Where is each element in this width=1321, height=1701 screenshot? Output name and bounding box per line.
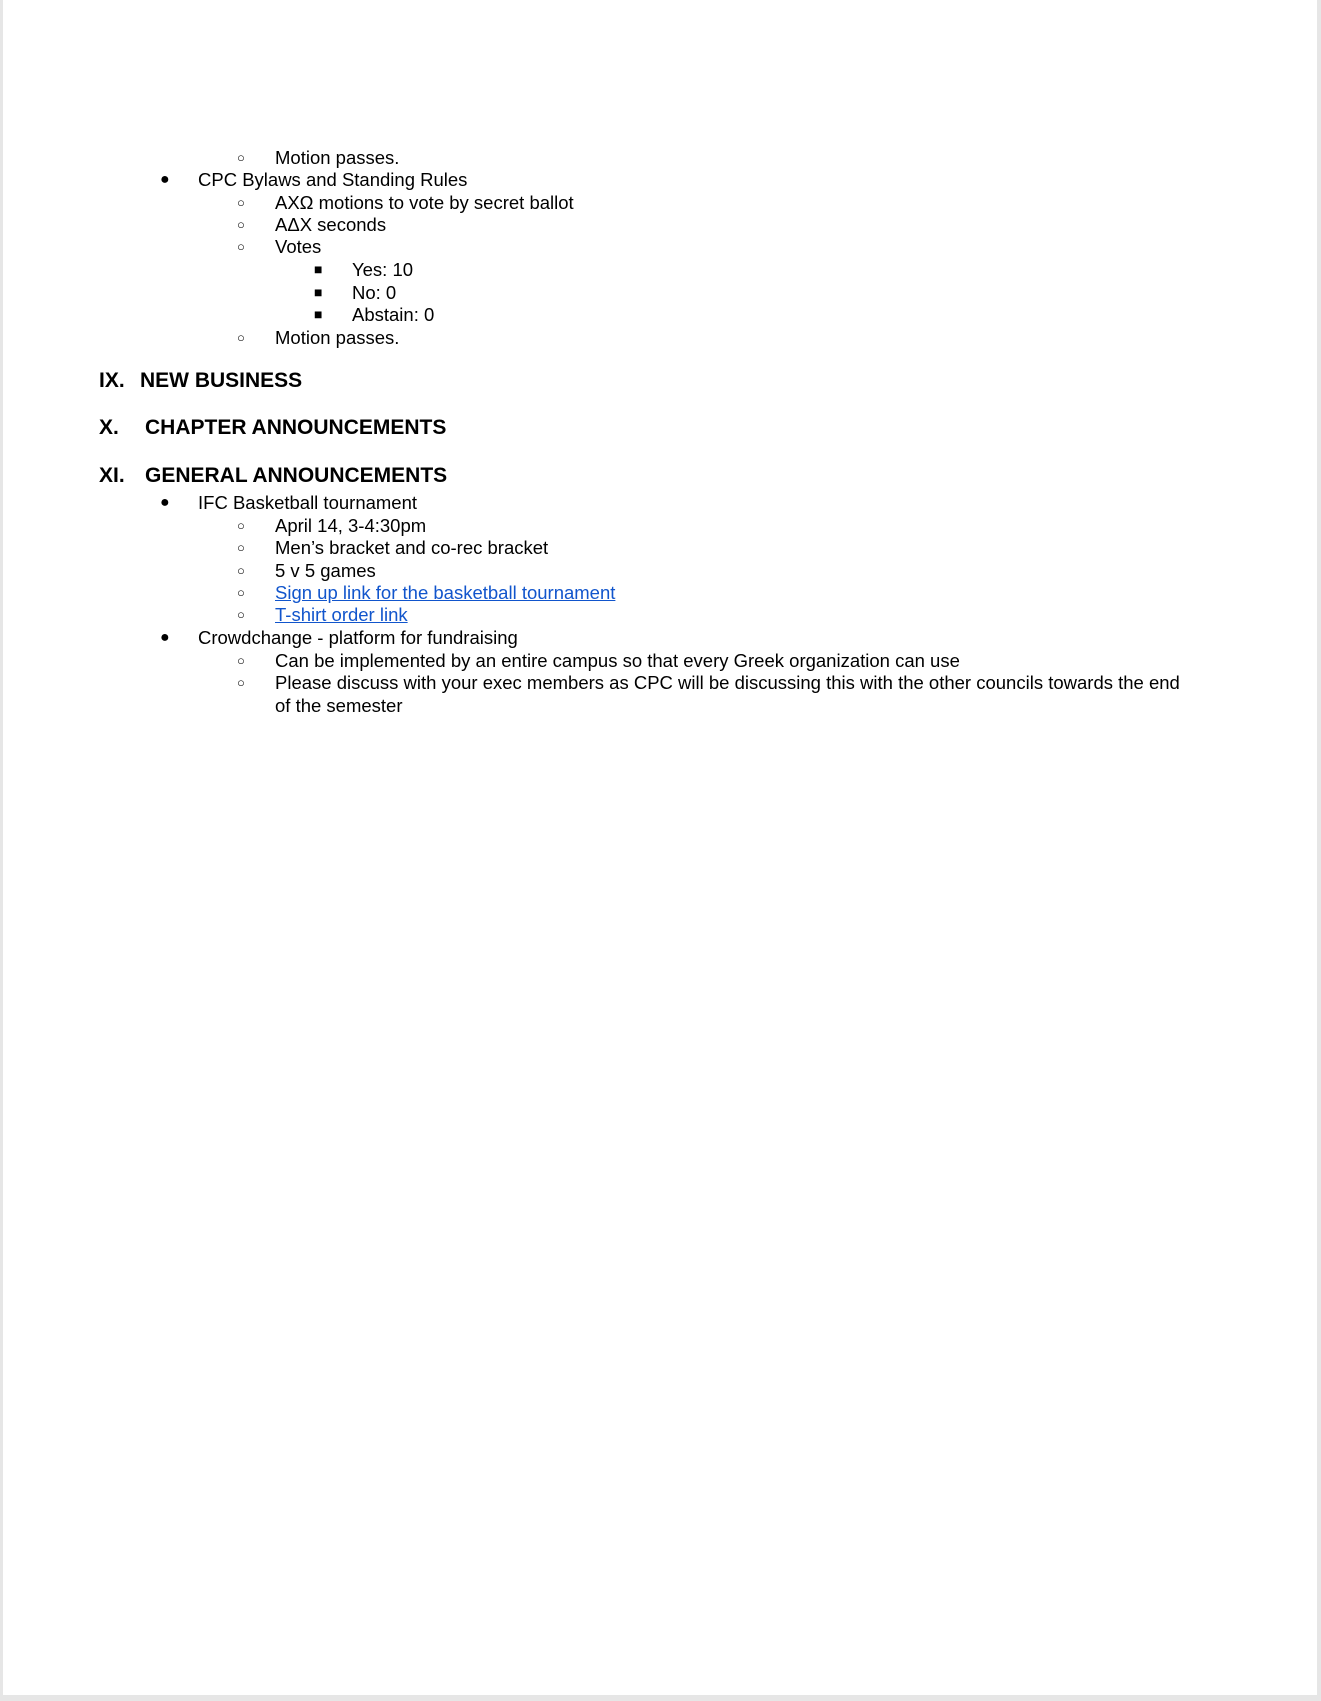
list-item: Abstain: 0 [352,304,435,325]
circle-bullet-icon: ○ [237,585,245,600]
list-item: Votes [275,236,322,257]
list-item: AΔX seconds [275,214,387,235]
signup-link[interactable]: Sign up link for the basketball tournament [275,582,616,603]
square-bullet-icon: ■ [314,261,323,277]
tshirt-order-link[interactable]: T-shirt order link [275,604,408,625]
list-item: IFC Basketball tournament [198,492,418,513]
disc-bullet-icon: ● [160,171,170,188]
list-item: Please discuss with your exec members as CPC will be discussing this with the other councils towards the end of the semester [275,672,1180,716]
list-item: 5 v 5 games [275,560,376,581]
list-item: Men’s bracket and co-rec bracket [275,537,549,558]
disc-bullet-icon: ● [160,494,170,511]
list-item: Motion passes. [275,147,400,168]
square-bullet-icon: ■ [314,306,323,322]
square-bullet-icon: ■ [314,284,323,300]
document-page [3,0,1317,1695]
section-number: IX. [99,369,125,392]
list-item: April 14, 3-4:30pm [275,515,427,536]
circle-bullet-icon: ○ [237,217,245,232]
list-item: Crowdchange - platform for fundraising [198,627,518,648]
list-item: Can be implemented by an entire campus so that every Greek organization can use [275,650,960,671]
circle-bullet-icon: ○ [237,675,245,690]
circle-bullet-icon: ○ [237,150,245,165]
section-title: NEW BUSINESS [140,369,303,392]
list-item: Yes: 10 [352,259,414,280]
list-item: Motion passes. [275,327,400,348]
circle-bullet-icon: ○ [237,195,245,210]
section-title: GENERAL ANNOUNCEMENTS [145,464,448,487]
list-item: CPC Bylaws and Standing Rules [198,169,468,190]
circle-bullet-icon: ○ [237,330,245,345]
section-number: X. [99,416,119,439]
circle-bullet-icon: ○ [237,239,245,254]
circle-bullet-icon: ○ [237,653,245,668]
list-item: AXΩ motions to vote by secret ballot [275,192,574,213]
section-title: CHAPTER ANNOUNCEMENTS [145,416,447,439]
circle-bullet-icon: ○ [237,540,245,555]
disc-bullet-icon: ● [160,629,170,646]
circle-bullet-icon: ○ [237,563,245,578]
list-item: No: 0 [352,282,397,303]
circle-bullet-icon: ○ [237,607,245,622]
circle-bullet-icon: ○ [237,518,245,533]
section-number: XI. [99,464,125,487]
